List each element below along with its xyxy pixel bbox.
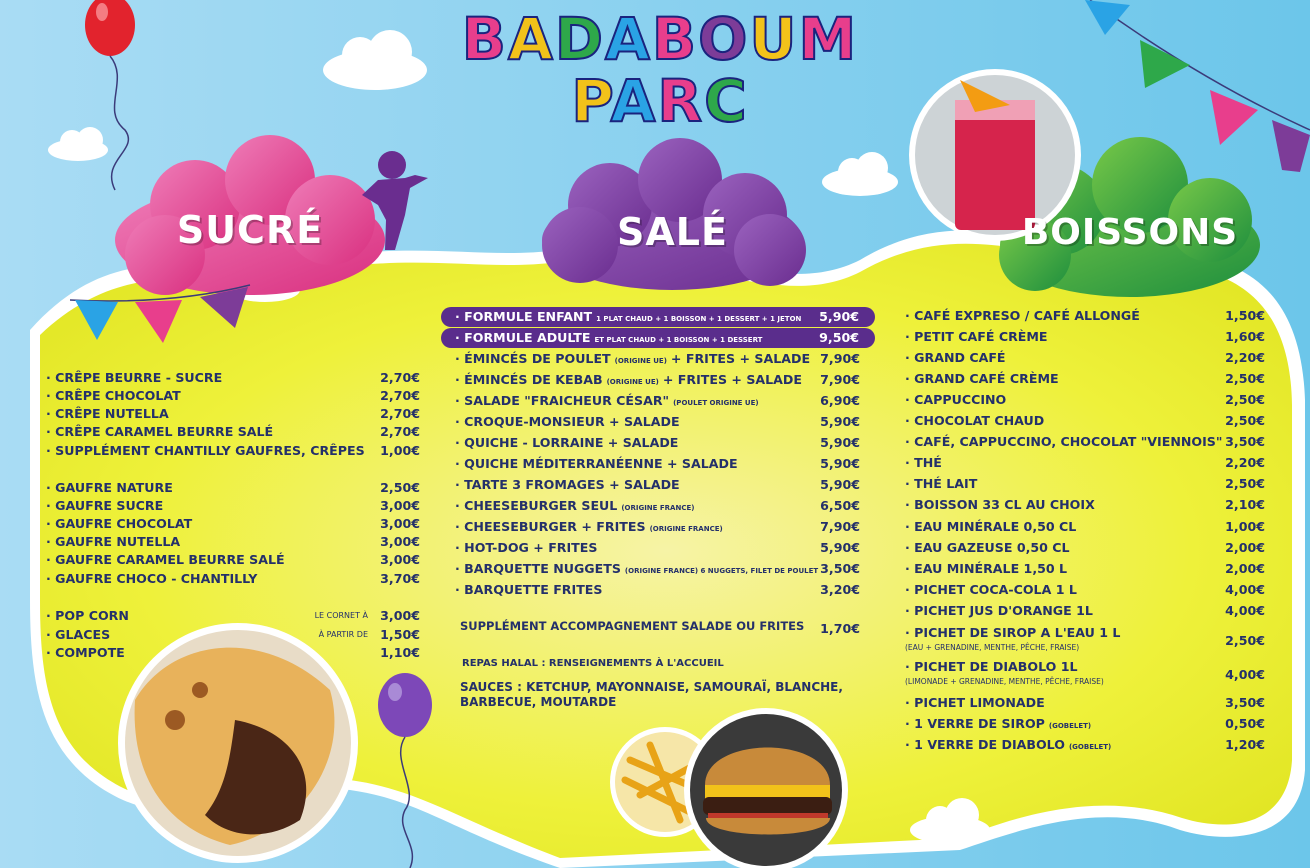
item-price: 2,00€ bbox=[1225, 540, 1265, 555]
item-price: 3,50€ bbox=[820, 561, 860, 576]
item-price: 2,50€ bbox=[1225, 413, 1265, 428]
item-label: · CAFÉ, CAPPUCCINO, CHOCOLAT "VIENNOIS" bbox=[905, 434, 1223, 449]
item-price: 2,70€ bbox=[380, 370, 420, 385]
menu-item-boisson bbox=[905, 497, 1265, 513]
item-price: 1,10€ bbox=[380, 645, 420, 660]
item-price: 2,50€ bbox=[1225, 633, 1265, 648]
item-label: · CHEESEBURGER + FRITES bbox=[455, 519, 646, 534]
item-price: 2,20€ bbox=[1225, 455, 1265, 470]
item-price: 5,90€ bbox=[820, 540, 860, 555]
item-price: 3,20€ bbox=[820, 582, 860, 597]
menu-item-boisson bbox=[905, 737, 1265, 753]
menu-item-boisson bbox=[905, 413, 1265, 429]
formule-price: 9,50€ bbox=[819, 330, 859, 345]
item-label-group bbox=[455, 561, 818, 576]
item-label-group bbox=[905, 603, 1093, 618]
supplement-label: SUPPLÉMENT ACCOMPAGNEMENT SALADE OU FRITES bbox=[460, 619, 805, 633]
item-label-group bbox=[455, 372, 802, 387]
item-label: · PICHET LIMONADE bbox=[905, 695, 1045, 710]
formule-label bbox=[455, 330, 762, 345]
menu-item-sale bbox=[455, 414, 860, 430]
menu-item-boisson bbox=[905, 308, 1265, 324]
item-price: 2,70€ bbox=[380, 406, 420, 421]
item-label: · SUPPLÉMENT CHANTILLY GAUFRES, CRÊPES bbox=[46, 443, 365, 458]
item-label-group bbox=[905, 716, 1091, 731]
item-label-group bbox=[905, 371, 1059, 386]
item-label-group bbox=[905, 582, 1077, 597]
item-price: 1,50€ bbox=[1225, 308, 1265, 323]
item-price: 1,00€ bbox=[1225, 519, 1265, 534]
item-label-group bbox=[905, 497, 1095, 512]
formule-pill bbox=[441, 328, 875, 348]
menu-item-sale bbox=[455, 393, 860, 409]
item-label: · HOT-DOG + FRITES bbox=[455, 540, 598, 555]
menu-item-sucre bbox=[46, 516, 420, 532]
item-label-group bbox=[905, 413, 1044, 428]
menu-item-boisson bbox=[905, 434, 1265, 450]
item-price: 1,60€ bbox=[1225, 329, 1265, 344]
menu-item-boisson bbox=[905, 329, 1265, 345]
item-label: · QUICHE MÉDITERRANÉENNE + SALADE bbox=[455, 456, 738, 471]
item-label-group bbox=[905, 308, 1140, 323]
formule-name: · FORMULE ENFANT bbox=[455, 309, 593, 324]
menu-item-sale bbox=[455, 372, 860, 388]
item-note: (GOBELET) bbox=[1068, 743, 1112, 751]
item-subnote: (EAU + GRENADINE, MENTHE, PÊCHE, FRAISE) bbox=[905, 643, 1080, 652]
item-price: 0,50€ bbox=[1225, 716, 1265, 731]
supplement-price: 1,70€ bbox=[820, 621, 860, 636]
item-label-group bbox=[455, 435, 678, 450]
menu-item-boisson bbox=[905, 695, 1265, 711]
menu-item-boisson bbox=[905, 476, 1265, 492]
item-label: · GRAND CAFÉ bbox=[905, 350, 1006, 365]
item-prefix: LE CORNET À bbox=[314, 611, 368, 620]
item-price: 5,90€ bbox=[820, 414, 860, 429]
item-label: · GAUFRE SUCRE bbox=[46, 498, 164, 513]
item-price: 2,50€ bbox=[380, 480, 420, 495]
sauces-line-1: SAUCES : KETCHUP, MAYONNAISE, SAMOURAÏ, BLANCHE, bbox=[460, 680, 843, 694]
item-label: · BOISSON 33 CL AU CHOIX bbox=[905, 497, 1095, 512]
sucre-title: SUCRÉ bbox=[176, 208, 324, 252]
sale-title: SALÉ bbox=[617, 210, 728, 254]
menu-item-sucre bbox=[46, 645, 420, 661]
item-label-group bbox=[905, 625, 1120, 640]
menu-item-boisson bbox=[905, 455, 1265, 471]
menu-item-sucre bbox=[46, 498, 420, 514]
item-price: 2,20€ bbox=[1225, 350, 1265, 365]
item-label-group bbox=[905, 476, 977, 491]
menu-item-sale bbox=[455, 477, 860, 493]
menu-item-boisson bbox=[905, 603, 1265, 619]
item-label: · CAFÉ EXPRESO / CAFÉ ALLONGÉ bbox=[905, 308, 1140, 323]
item-label: · EAU MINÉRALE 1,50 L bbox=[905, 561, 1068, 576]
item-label-group bbox=[455, 477, 680, 492]
menu-item-sale bbox=[455, 456, 860, 472]
formule-note: ET PLAT CHAUD + 1 BOISSON + 1 DESSERT bbox=[594, 336, 763, 344]
menu-item-sucre bbox=[46, 388, 420, 404]
item-price: 2,70€ bbox=[380, 424, 420, 439]
menu-item-sucre bbox=[46, 608, 420, 624]
item-label-group bbox=[905, 329, 1048, 344]
menu-item-boisson bbox=[905, 350, 1265, 366]
item-price: 7,90€ bbox=[820, 351, 860, 366]
item-price: 5,90€ bbox=[820, 477, 860, 492]
item-suffix: + FRITES + SALADE bbox=[670, 351, 811, 366]
item-price: 5,90€ bbox=[820, 456, 860, 471]
item-price: 3,00€ bbox=[380, 608, 420, 623]
item-label-group bbox=[905, 695, 1045, 710]
item-note: (ORIGINE FRANCE) bbox=[649, 525, 723, 533]
item-label: · CRÊPE CHOCOLAT bbox=[46, 388, 181, 403]
item-price: 1,20€ bbox=[1225, 737, 1265, 752]
item-label-group bbox=[905, 519, 1076, 534]
item-note: (GOBELET) bbox=[1048, 722, 1092, 730]
item-price: 7,90€ bbox=[820, 372, 860, 387]
item-label: · TARTE 3 FROMAGES + SALADE bbox=[455, 477, 680, 492]
item-label-group bbox=[905, 434, 1222, 449]
formule-name: · FORMULE ADULTE bbox=[455, 330, 591, 345]
item-price: 3,00€ bbox=[380, 498, 420, 513]
item-label: · GAUFRE NATURE bbox=[46, 480, 173, 495]
formule-price: 5,90€ bbox=[819, 309, 859, 324]
item-label: · GAUFRE CHOCOLAT bbox=[46, 516, 193, 531]
menu-item-sucre bbox=[46, 552, 420, 568]
item-label: · EAU MINÉRALE 0,50 CL bbox=[905, 519, 1077, 534]
item-label-group bbox=[455, 519, 723, 534]
item-label-group bbox=[905, 737, 1111, 752]
item-label: · GAUFRE CARAMEL BEURRE SALÉ bbox=[46, 552, 285, 567]
item-label: · CROQUE-MONSIEUR + SALADE bbox=[455, 414, 680, 429]
item-label: · QUICHE - LORRAINE + SALADE bbox=[455, 435, 679, 450]
menu-item-sucre bbox=[46, 370, 420, 386]
menu-item-sucre bbox=[46, 406, 420, 422]
item-price: 6,90€ bbox=[820, 393, 860, 408]
item-label: · ÉMINCÉS DE KEBAB bbox=[455, 372, 603, 387]
formule-row bbox=[455, 309, 859, 325]
item-label: · THÉ LAIT bbox=[905, 476, 978, 491]
item-price: 2,70€ bbox=[380, 388, 420, 403]
item-label: · CAPPUCCINO bbox=[905, 392, 1007, 407]
item-label: · GRAND CAFÉ CRÈME bbox=[905, 371, 1059, 386]
item-label-group bbox=[905, 455, 942, 470]
boissons-title: BOISSONS bbox=[1021, 212, 1239, 253]
menu-item-boisson bbox=[905, 371, 1265, 387]
item-price: 7,90€ bbox=[820, 519, 860, 534]
item-label: · CRÊPE NUTELLA bbox=[46, 406, 169, 421]
item-label: · BARQUETTE NUGGETS bbox=[455, 561, 621, 576]
item-label-group bbox=[455, 582, 602, 597]
brand-line-1: BADABOUM bbox=[461, 5, 859, 73]
item-price: 2,10€ bbox=[1225, 497, 1265, 512]
item-label: · PICHET DE DIABOLO 1L bbox=[905, 659, 1078, 674]
brand-line-2: PARC bbox=[571, 67, 749, 135]
item-price: 3,50€ bbox=[1225, 434, 1265, 449]
menu-item-sucre bbox=[46, 480, 420, 496]
formule-pill bbox=[441, 307, 875, 327]
item-label: · CRÊPE CARAMEL BEURRE SALÉ bbox=[46, 424, 274, 439]
item-label: · 1 VERRE DE DIABOLO bbox=[905, 737, 1065, 752]
item-label: · COMPOTE bbox=[46, 645, 125, 660]
item-note: (ORIGINE FRANCE) 6 NUGGETS, FILET DE POULET bbox=[624, 567, 819, 575]
item-label: · ÉMINCÉS DE POULET bbox=[455, 351, 611, 366]
item-label-group bbox=[455, 540, 597, 555]
menu-item-sale bbox=[455, 582, 860, 598]
item-label: · GAUFRE NUTELLA bbox=[46, 534, 181, 549]
item-note: (ORIGINE UE) bbox=[614, 357, 667, 365]
item-price: 3,50€ bbox=[1225, 695, 1265, 710]
menu-item-sucre bbox=[46, 571, 420, 587]
item-label-group bbox=[455, 393, 759, 408]
item-label-group bbox=[455, 414, 680, 429]
item-note: (POULET ORIGINE UE) bbox=[673, 399, 759, 407]
menu-item-boisson bbox=[905, 561, 1265, 577]
menu-item-sale bbox=[455, 351, 860, 367]
item-price: 4,00€ bbox=[1225, 582, 1265, 597]
item-label-group bbox=[905, 540, 1070, 555]
item-subnote: (LIMONADE + GRENADINE, MENTHE, PÊCHE, FRAISE) bbox=[905, 677, 1104, 686]
item-prefix: À PARTIR DE bbox=[318, 630, 368, 639]
item-label: · THÉ bbox=[905, 455, 942, 470]
item-price: 6,50€ bbox=[820, 498, 860, 513]
brand-logo bbox=[440, 5, 880, 135]
menu-item-sale bbox=[455, 435, 860, 451]
item-label-group bbox=[905, 659, 1078, 674]
item-label: · POP CORN bbox=[46, 608, 129, 623]
item-label: · CHEESEBURGER SEUL bbox=[455, 498, 618, 513]
item-label-group bbox=[905, 392, 1006, 407]
menu-item-sucre bbox=[46, 424, 420, 440]
item-label-group bbox=[455, 456, 738, 471]
item-note: (ORIGINE FRANCE) bbox=[621, 504, 695, 512]
item-label: · CRÊPE BEURRE - SUCRE bbox=[46, 370, 223, 385]
item-label: · CHOCOLAT CHAUD bbox=[905, 413, 1045, 428]
menu-item-sale bbox=[455, 540, 860, 556]
item-label: · SALADE "FRAICHEUR CÉSAR" bbox=[455, 393, 670, 408]
menu-item-boisson bbox=[905, 540, 1265, 556]
formule-row bbox=[455, 330, 859, 346]
menu-item-sale bbox=[455, 498, 860, 514]
burger-photo bbox=[684, 708, 848, 868]
item-label: · EAU GAZEUSE 0,50 CL bbox=[905, 540, 1070, 555]
item-price: 2,50€ bbox=[1225, 392, 1265, 407]
item-price: 4,00€ bbox=[1225, 667, 1265, 682]
item-price: 4,00€ bbox=[1225, 603, 1265, 618]
sauces-line-2: BARBECUE, MOUTARDE bbox=[460, 695, 617, 709]
menu-item-boisson bbox=[905, 392, 1265, 408]
item-price: 2,50€ bbox=[1225, 476, 1265, 491]
item-label: · 1 VERRE DE SIROP bbox=[905, 716, 1045, 731]
item-price: 3,00€ bbox=[380, 552, 420, 567]
item-label-group bbox=[455, 498, 694, 513]
halal-note: REPAS HALAL : RENSEIGNEMENTS À L'ACCUEIL bbox=[462, 658, 724, 669]
item-price: 3,00€ bbox=[380, 534, 420, 549]
item-suffix: + FRITES + SALADE bbox=[662, 372, 802, 387]
item-price: 3,00€ bbox=[380, 516, 420, 531]
item-price: 1,50€ bbox=[380, 627, 420, 642]
formule-label bbox=[455, 309, 801, 324]
item-label: · PICHET JUS D'ORANGE 1L bbox=[905, 603, 1093, 618]
menu-item-sucre bbox=[46, 443, 420, 459]
formule-note: 1 PLAT CHAUD + 1 BOISSON + 1 DESSERT + 1 JETON bbox=[596, 315, 802, 323]
item-note: (ORIGINE UE) bbox=[606, 378, 659, 386]
item-label: · PETIT CAFÉ CRÈME bbox=[905, 329, 1048, 344]
item-label-group bbox=[455, 351, 810, 366]
menu-item-sale bbox=[455, 561, 860, 577]
menu-item-sucre bbox=[46, 627, 420, 643]
menu-item-boisson bbox=[905, 716, 1265, 732]
item-price: 2,50€ bbox=[1225, 371, 1265, 386]
menu-item-sale bbox=[455, 519, 860, 535]
item-price: 3,70€ bbox=[380, 571, 420, 586]
item-price: 2,00€ bbox=[1225, 561, 1265, 576]
menu-item-boisson bbox=[905, 519, 1265, 535]
item-label: · PICHET COCA-COLA 1 L bbox=[905, 582, 1077, 597]
item-price: 5,90€ bbox=[820, 435, 860, 450]
item-label-group bbox=[905, 350, 1006, 365]
menu-item-sucre bbox=[46, 534, 420, 550]
item-label: · PICHET DE SIROP A L'EAU 1 L bbox=[905, 625, 1121, 640]
item-label: · GLACES bbox=[46, 627, 111, 642]
item-label: · GAUFRE CHOCO - CHANTILLY bbox=[46, 571, 258, 586]
menu-item-boisson bbox=[905, 582, 1265, 598]
item-label-group bbox=[905, 561, 1067, 576]
item-price: 1,00€ bbox=[380, 443, 420, 458]
item-label: · BARQUETTE FRITES bbox=[455, 582, 603, 597]
